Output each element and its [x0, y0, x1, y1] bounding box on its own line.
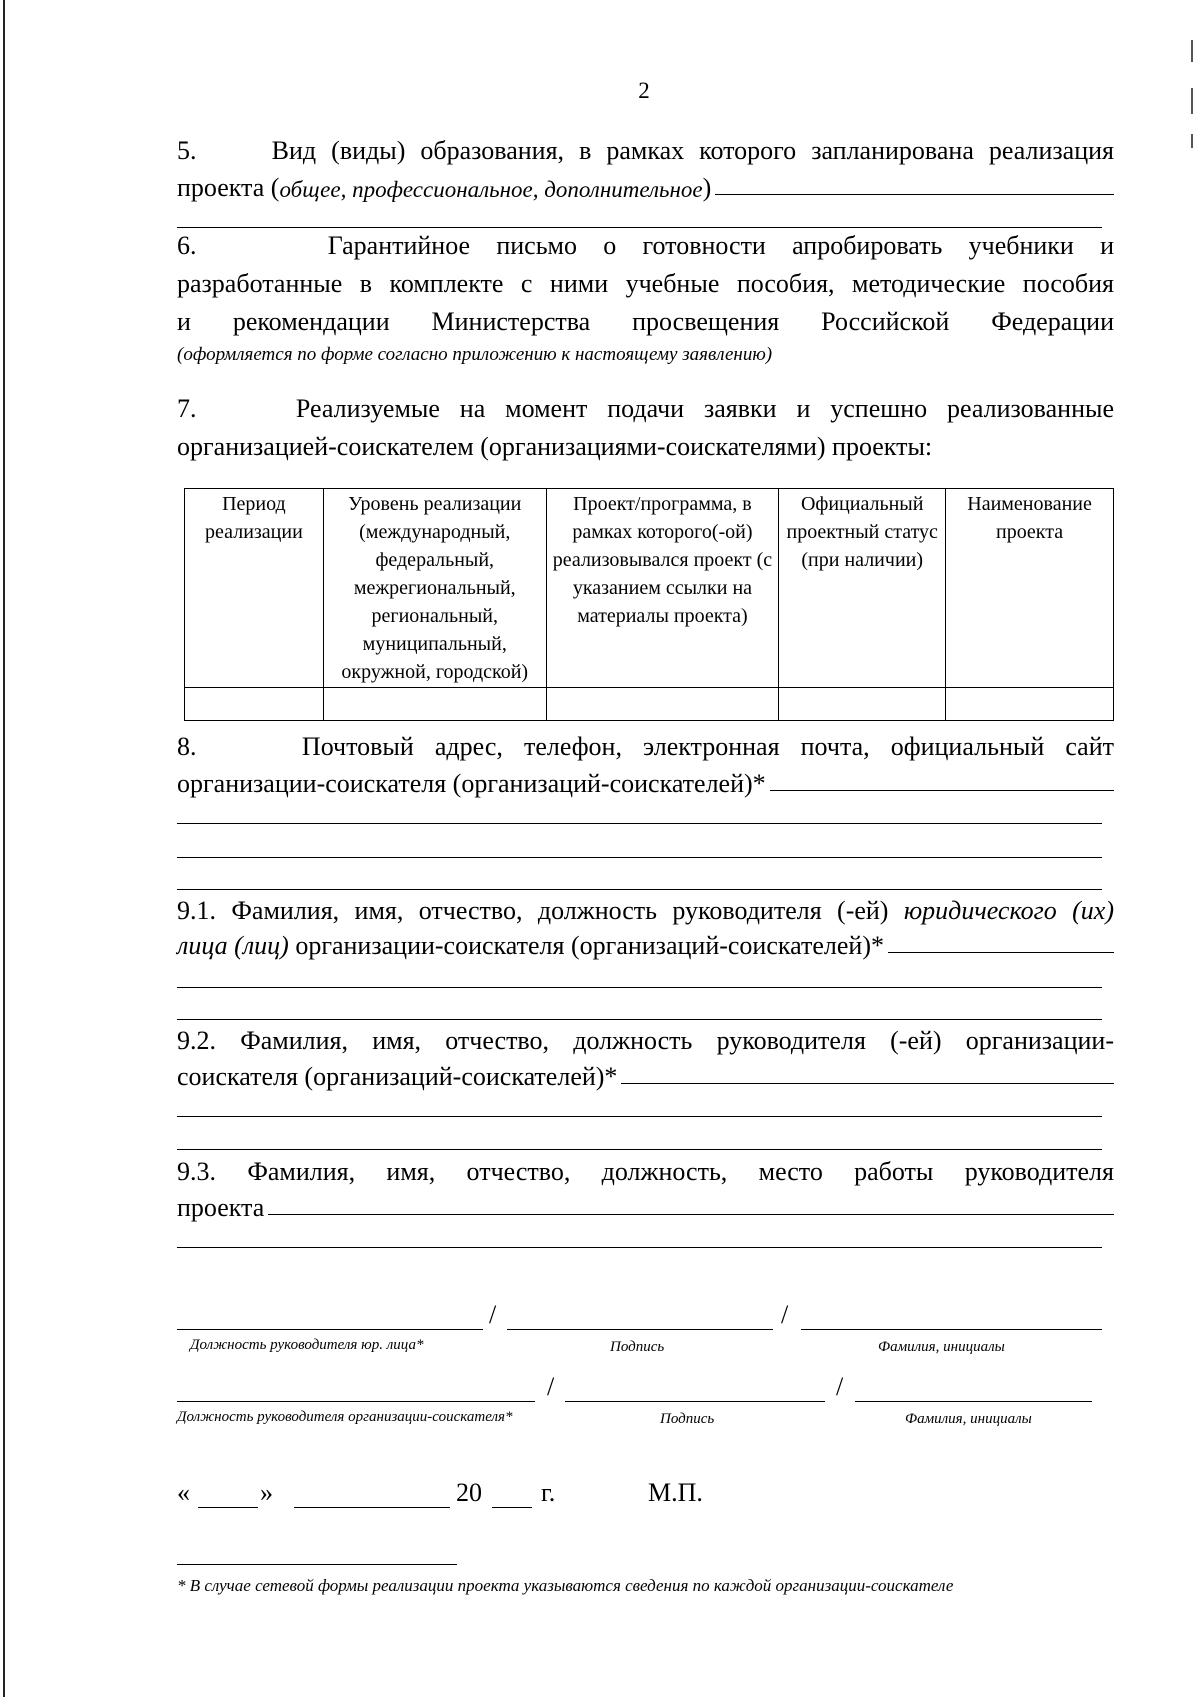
- section-92-fill-line-2[interactable]: [177, 1115, 1102, 1117]
- section-8-fill-line[interactable]: [770, 790, 1114, 791]
- section-6-line-3: и рекомендации Министерства просвещения Российской Федерации: [177, 307, 1114, 336]
- separator-slash: /: [781, 1300, 789, 1329]
- section-7-line-1: 7. Реализуемые на момент подачи заявки и успешно реализованные: [177, 394, 1114, 423]
- section-91-text-b: юридического (их): [903, 896, 1115, 925]
- section-8-fill-line-4[interactable]: [177, 888, 1102, 890]
- caption-name-initials: Фамилия, инициалы: [905, 1411, 1032, 1427]
- table-cell[interactable]: [546, 688, 779, 721]
- section-93-fill-line-2[interactable]: [177, 1246, 1102, 1248]
- section-91-fill-line-2[interactable]: [177, 986, 1102, 988]
- section-92-line-2: [177, 1055, 1114, 1092]
- section-91-fill-line-3[interactable]: [177, 1018, 1102, 1020]
- section-93-line-1: 9.3. Фамилия, имя, отчество, должность, место работы руководителя: [177, 1157, 1114, 1186]
- name-line-organization[interactable]: [855, 1400, 1092, 1402]
- section-6-note: (оформляется по форме согласно приложению к настоящему заявлению): [177, 344, 773, 365]
- section-93-label: проекта: [177, 1193, 265, 1222]
- section-91-fill-line[interactable]: [888, 952, 1114, 953]
- section-6-line-2: разработанные в комплекте с ними учебные пособия, методические пособия: [177, 269, 1114, 298]
- page-number: 2: [638, 78, 650, 103]
- projects-table: [184, 488, 1114, 721]
- section-8-line-2: [177, 762, 1114, 799]
- section-91-line-2: [177, 924, 1114, 961]
- name-line-legal-entity[interactable]: [801, 1328, 1102, 1330]
- section-92-label: соискателя (организаций-соискателей)*: [177, 1062, 618, 1091]
- separator-slash: /: [836, 1372, 844, 1401]
- scan-edge: [3, 0, 5, 1697]
- section-92-line-1: 9.2. Фамилия, имя, отчество, должность руководителя (-ей) организации-: [177, 1026, 1114, 1055]
- section-5-suffix: ): [702, 173, 712, 202]
- scan-mark: [1191, 134, 1193, 148]
- section-5-line-2: [177, 166, 1114, 203]
- section-6-line-1: 6. Гарантийное письмо о готовности апробировать учебники и: [177, 231, 1114, 260]
- section-5-fill-line[interactable]: [715, 194, 1114, 195]
- position-line-organization[interactable]: [177, 1400, 535, 1402]
- year-suffix: г.: [541, 1478, 556, 1507]
- scan-mark: [1191, 40, 1193, 62]
- table-row[interactable]: [185, 688, 1114, 721]
- date-close-quote: »: [260, 1478, 273, 1507]
- section-91-text-a: 9.1. Фамилия, имя, отчество, должность руководителя (-ей): [177, 896, 904, 925]
- date-open-quote: «: [177, 1478, 190, 1507]
- position-line-legal-entity[interactable]: [177, 1328, 483, 1330]
- signature-line-organization[interactable]: [565, 1400, 825, 1402]
- header-status: Официальный проектный статус (при наличии): [779, 489, 946, 688]
- separator-slash: /: [547, 1372, 555, 1401]
- section-5-prefix: проекта (: [177, 173, 280, 202]
- header-period: Период реализации: [185, 489, 324, 688]
- caption-signature: Подпись: [610, 1339, 665, 1355]
- section-7-line-2: организацией-соискателем (организациями-соискателями) проекты:: [177, 432, 933, 461]
- section-92-fill-line[interactable]: [621, 1083, 1114, 1084]
- header-program: Проект/программа, в рамках которого(-ой) реализовывался проект (с указанием ссылки на материалы проекта): [546, 489, 779, 688]
- section-93-fill-line[interactable]: [268, 1214, 1114, 1215]
- table-cell[interactable]: [779, 688, 946, 721]
- section-8-fill-line-2[interactable]: [177, 822, 1102, 824]
- caption-signature: Подпись: [660, 1411, 715, 1427]
- table-cell[interactable]: [323, 688, 546, 721]
- section-91-text-d: организации-соискателя (организаций-соискателей)*: [288, 931, 884, 960]
- header-name: Наименование проекта: [946, 489, 1114, 688]
- section-93-line-2: [177, 1186, 1114, 1223]
- signature-line-legal-entity[interactable]: [507, 1328, 773, 1330]
- table-header-row: [185, 489, 1114, 688]
- section-92-fill-line-3[interactable]: [177, 1148, 1102, 1150]
- section-91-text-c: лица (лиц): [177, 931, 289, 960]
- section-8-fill-line-3[interactable]: [177, 856, 1102, 858]
- section-5-hint: общее, профессиональное, дополнительное: [279, 177, 703, 202]
- caption-position-organization: Должность руководителя организации-соискателя*: [177, 1409, 513, 1425]
- footnote-rule: [177, 1564, 457, 1565]
- section-5-line-1: 5. Вид (виды) образования, в рамках которого запланирована реализация: [177, 136, 1114, 165]
- section-8-line-1: 8. Почтовый адрес, телефон, электронная почта, официальный сайт: [177, 732, 1114, 761]
- year-prefix: 20: [456, 1478, 482, 1507]
- year-field[interactable]: [492, 1506, 532, 1508]
- footnote: * В случае сетевой формы реализации проекта указываются сведения по каждой организации-соискателе: [177, 1576, 954, 1595]
- section-8-label: организации-соискателя (организаций-соискателей)*: [177, 769, 766, 798]
- table-cell[interactable]: [946, 688, 1114, 721]
- stamp-placeholder: М.П.: [648, 1478, 703, 1507]
- separator-slash: /: [489, 1300, 497, 1329]
- caption-position-legal-entity: Должность руководителя юр. лица*: [190, 1337, 424, 1353]
- month-field[interactable]: [294, 1506, 450, 1508]
- day-field[interactable]: [198, 1506, 258, 1508]
- caption-name-initials: Фамилия, инициалы: [878, 1339, 1005, 1355]
- header-level: Уровень реализации (международный, федеральный, межрегиональный, региональный, муниципальный, окружной, городской): [323, 489, 546, 688]
- table-cell[interactable]: [185, 688, 324, 721]
